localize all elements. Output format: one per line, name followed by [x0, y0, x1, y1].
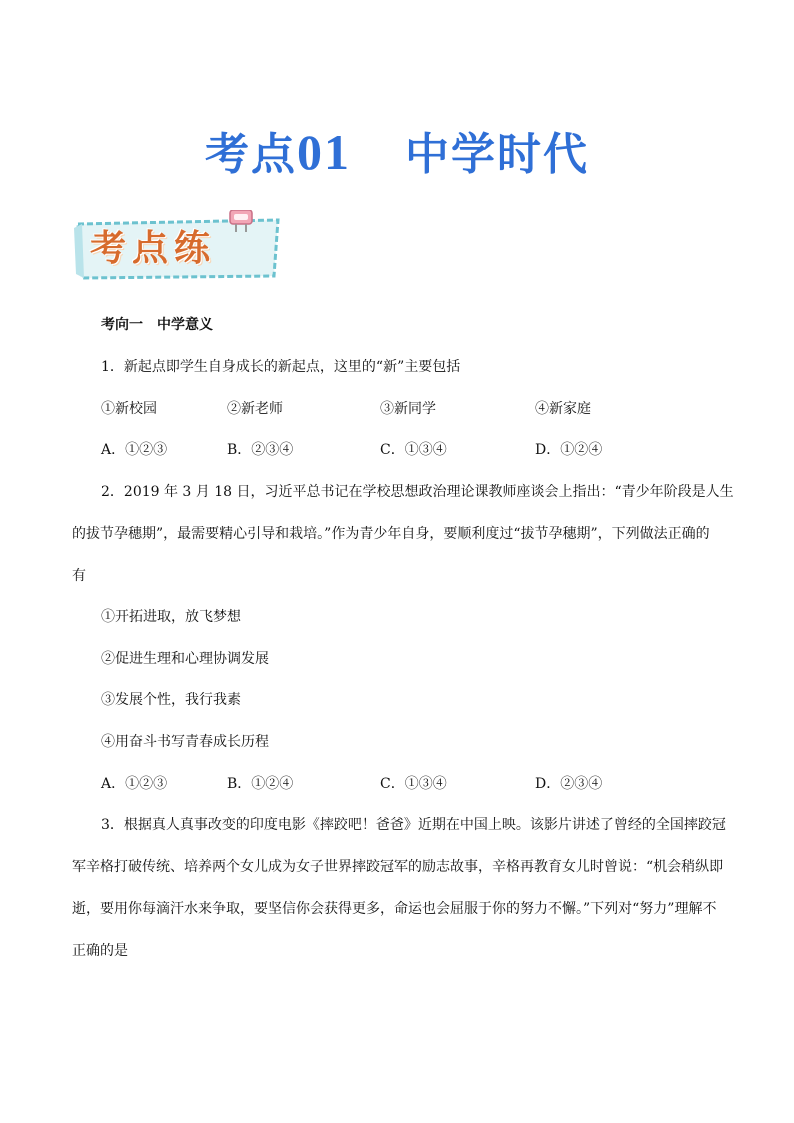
- q1-item-2: ②新老师: [227, 401, 283, 417]
- title-code: 01: [297, 124, 351, 180]
- section-heading: 考向一 中学意义: [101, 317, 213, 333]
- q1-option-d: D．①②④: [535, 442, 603, 458]
- q1-item-1: ①新校园: [101, 401, 157, 417]
- q1-option-b: B．②③④: [227, 442, 294, 458]
- q3-stem-line-2: 军辛格打破传统、培养两个女儿成为女子世界摔跤冠军的励志故事，辛格再教育女儿时曾说：“机会稍纵即: [72, 859, 724, 875]
- q2-stem-line-2: 的拔节孕穗期”，最需要精心引导和栽培。”作为青少年自身，要顺利度过“拔节孕穗期”，下列做法正确的: [72, 526, 710, 542]
- q2-item-4: ④用奋斗书写青春成长历程: [101, 734, 269, 750]
- q1-stem: 1．新起点即学生自身成长的新起点，这里的“新”主要包括: [101, 359, 461, 375]
- q3-stem-line-4: 正确的是: [72, 943, 128, 959]
- q1-option-a: A．①②③: [101, 442, 168, 458]
- q1-option-c: C．①③④: [380, 442, 447, 458]
- banner-label: 考点练: [90, 228, 217, 269]
- q2-item-1: ①开拓进取，放飞梦想: [101, 609, 241, 625]
- title-name: 中学时代: [405, 129, 589, 180]
- q2-item-3: ③发展个性，我行我素: [101, 692, 241, 708]
- q2-option-b: B．①②④: [227, 776, 294, 792]
- q2-option-c: C．①③④: [380, 776, 447, 792]
- q1-item-4: ④新家庭: [535, 401, 591, 417]
- q1-item-3: ③新同学: [380, 401, 436, 417]
- q2-stem-line-1: 2．2019 年 3 月 18 日，习近平总书记在学校思想政治理论课教师座谈会上指出：“青少年阶段是人生: [101, 484, 734, 500]
- q2-item-2: ②促进生理和心理协调发展: [101, 651, 269, 667]
- title-prefix: 考点: [205, 129, 297, 180]
- q2-stem-line-3: 有: [72, 568, 86, 584]
- q2-option-a: A．①②③: [101, 776, 168, 792]
- q2-option-d: D．②③④: [535, 776, 603, 792]
- q3-stem-line-1: 3．根据真人真事改变的印度电影《摔跤吧！爸爸》近期在中国上映。该影片讲述了曾经的全国摔跤冠: [101, 817, 726, 833]
- q3-stem-line-3: 逝，要用你每滴汗水来争取，要坚信你会获得更多，命运也会屈服于你的努力不懈。”下列对“努力”理解不: [72, 901, 717, 917]
